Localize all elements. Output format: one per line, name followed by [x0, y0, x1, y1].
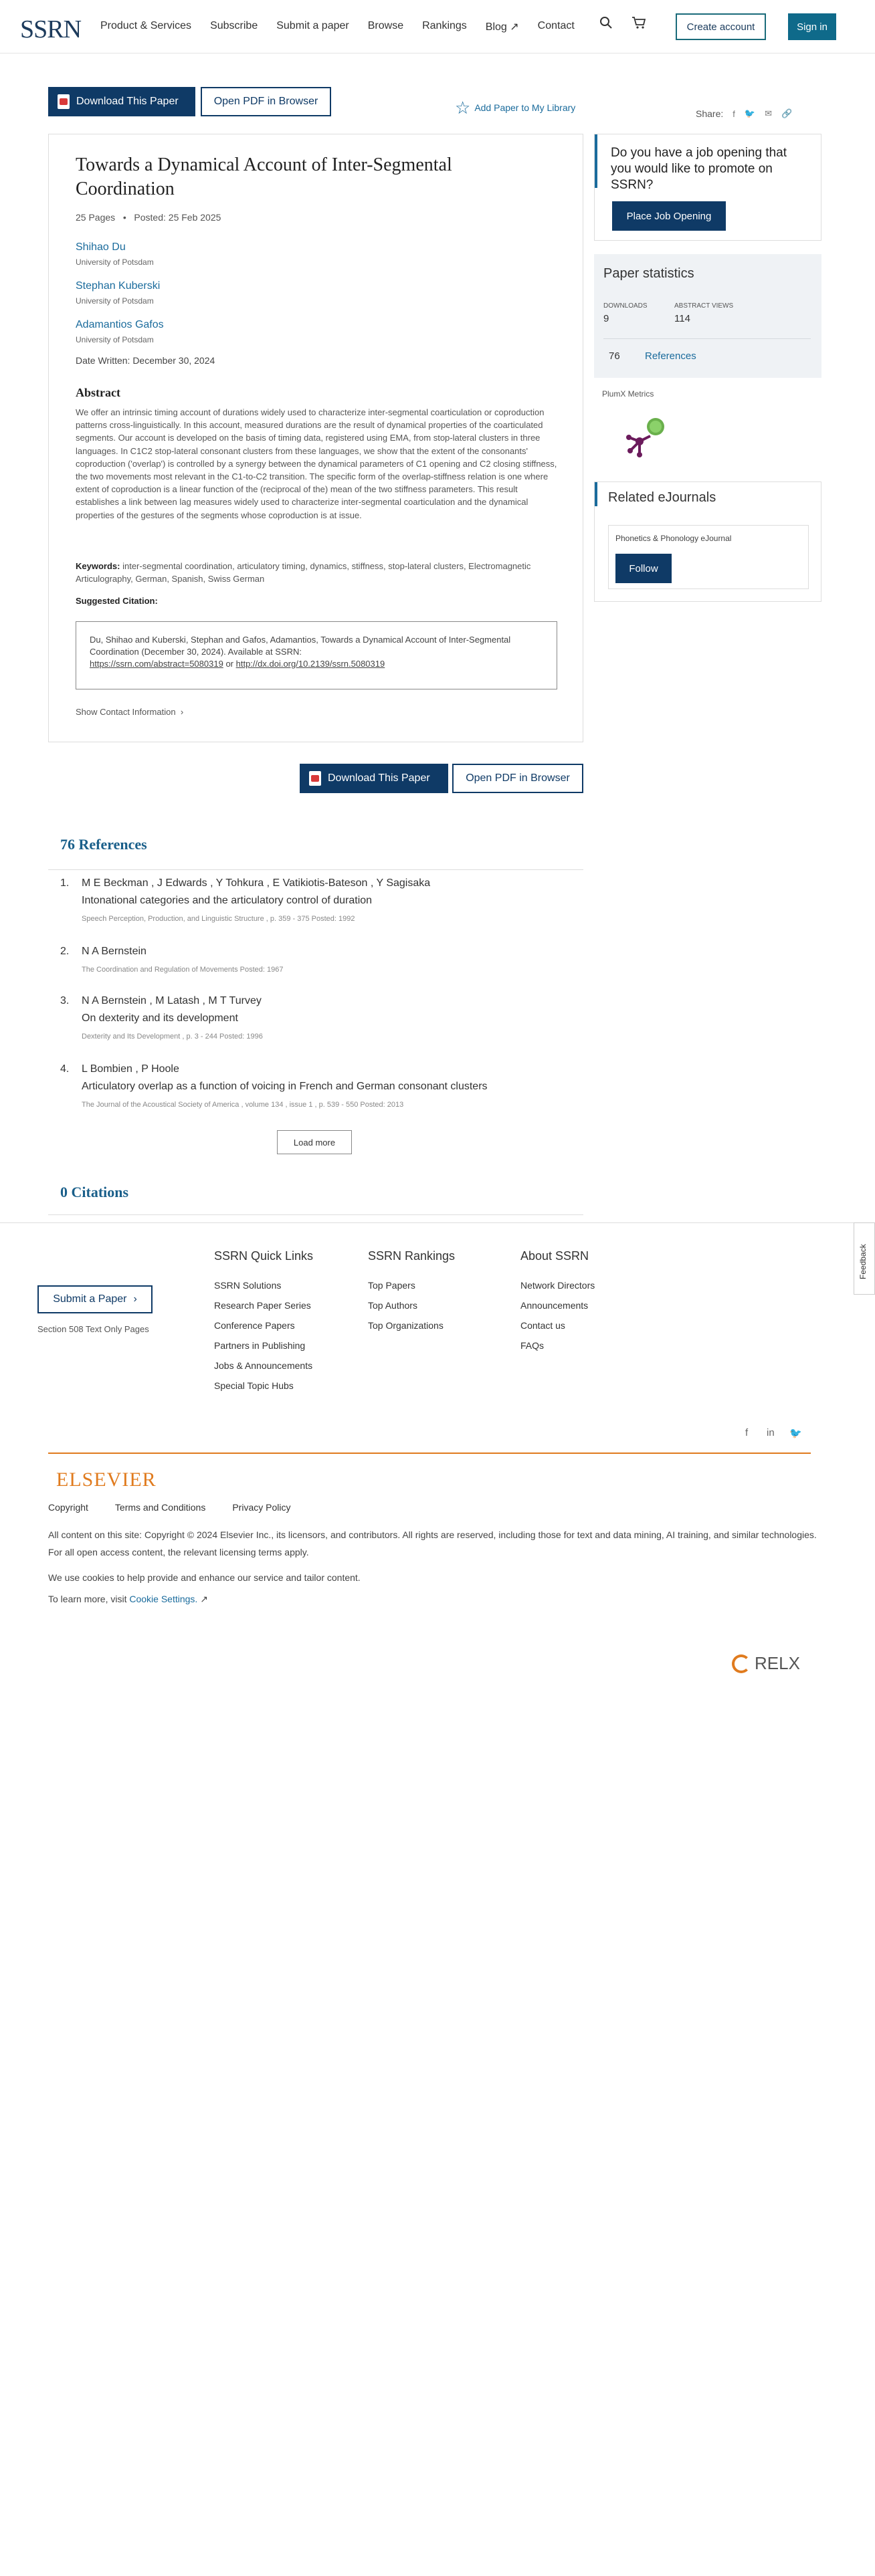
- cookie-notice: We use cookies to help provide and enhance our service and tailor content.: [48, 1572, 361, 1583]
- footer-link[interactable]: Partners in Publishing: [214, 1340, 306, 1351]
- author-affiliation: University of Potsdam: [76, 296, 154, 306]
- ejournal-name[interactable]: Phonetics & Phonology eJournal: [615, 534, 732, 543]
- divider: [48, 869, 583, 870]
- paper-card: [48, 134, 583, 742]
- top-navbar: [0, 0, 875, 53]
- terms-link[interactable]: Terms and Conditions: [114, 1502, 206, 1513]
- reference-number: 4.: [60, 1063, 70, 1075]
- promo-accent-bar: [595, 134, 597, 188]
- learn-more-line: [48, 1590, 817, 1608]
- references-heading: 76 References: [60, 836, 147, 853]
- open-pdf-button[interactable]: Open PDF in Browser: [201, 87, 331, 116]
- keywords: [76, 560, 557, 585]
- reference-authors: N A Bernstein: [82, 946, 147, 957]
- reference-authors: L Bombien , P Hoole: [82, 1063, 179, 1075]
- show-contact-link[interactable]: [76, 707, 183, 717]
- privacy-link[interactable]: Privacy Policy: [232, 1502, 291, 1513]
- footer-link[interactable]: Research Paper Series: [214, 1300, 311, 1311]
- star-icon: ☆: [455, 98, 471, 118]
- plumx-icon[interactable]: [621, 415, 668, 461]
- abstract-text: We offer an intrinsic timing account of durations widely used to characterize inter-segmental coarticulation or coproduction patterns cross-linguistically. In this account, measured durations are the result of dynamical properties of the coarticulated segments. Our account is developed on the basis of timing data, registered using EMA, from stop-lateral clusters in three languages. In C1C2 stop-lateral consonant clusters from these languages, we show that the extent of the consonants' coproduction ('overlap') is controlled by a synergy between the dynamical parameters of C1 opening and C2 closing stiffness, the two movements most relevant in the C1-to-C2 transition. The specific form of the overlap-stiffness relation is one where extent of coproduction is a linear function of the (reciprocal of the) mean of the two stiffness parameters. This result establishes a link between lag measures widely used to characterize inter-segmental coarticulation and the dynamical properties of the gestures of the segments whose coproduction is at issue.: [76, 407, 557, 520]
- footer-link[interactable]: Contact us: [520, 1320, 565, 1331]
- share-label: Share:: [696, 108, 724, 119]
- external-link-icon: ↗: [200, 1594, 208, 1604]
- ssrn-logo[interactable]: SSRN: [20, 15, 82, 43]
- download-paper-button[interactable]: [300, 764, 448, 793]
- footer-link[interactable]: Announcements: [520, 1300, 589, 1311]
- submit-label: Submit a Paper: [53, 1293, 127, 1305]
- ejournal-card: [608, 525, 809, 589]
- job-promo-box: [594, 134, 821, 241]
- reference-source: The Coordination and Regulation of Movements Posted: 1967: [82, 966, 284, 974]
- open-pdf-button[interactable]: Open PDF in Browser: [452, 764, 583, 793]
- add-to-library-link[interactable]: [455, 99, 575, 116]
- cookie-settings-link[interactable]: Cookie Settings.: [129, 1594, 198, 1604]
- nav-subscribe[interactable]: Subscribe: [210, 20, 258, 31]
- footer-col-heading: SSRN Quick Links: [214, 1249, 314, 1263]
- learn-more-text: To learn more, visit: [48, 1594, 127, 1604]
- page-count: 25 Pages: [76, 212, 116, 223]
- section-508-link[interactable]: Section 508 Text Only Pages: [37, 1324, 149, 1334]
- ssrn-abstract-link[interactable]: https://ssrn.com/abstract=5080319: [90, 659, 223, 669]
- paper-statistics: [594, 254, 821, 378]
- date-written: Date Written: December 30, 2024: [76, 355, 215, 366]
- feedback-label: Feedback: [858, 1244, 868, 1279]
- elsevier-logo[interactable]: ELSEVIER: [56, 1469, 157, 1491]
- email-icon[interactable]: ✉: [765, 108, 772, 118]
- keywords-text: inter-segmental coordination, articulatory timing, dynamics, stiffness, stop-lateral clusters, Electromagnetic Articulography, German, Spanish, Swiss German: [76, 561, 531, 584]
- footer-link[interactable]: SSRN Solutions: [214, 1280, 282, 1291]
- author-link[interactable]: Shihao Du: [76, 241, 126, 253]
- paper-title: Towards a Dynamical Account of Inter-Segmental Coordination: [76, 154, 452, 199]
- pdf-icon: [58, 94, 70, 109]
- downloads-label: DOWNLOADS: [603, 302, 648, 310]
- downloads-value: 9: [603, 313, 609, 324]
- footer-link[interactable]: Top Authors: [368, 1300, 417, 1311]
- reference-number: 3.: [60, 995, 70, 1006]
- stats-heading: Paper statistics: [603, 266, 694, 281]
- main-nav: [100, 20, 575, 33]
- link-icon[interactable]: 🔗: [781, 108, 793, 118]
- reference-title: Intonational categories and the articulatory control of duration: [82, 895, 373, 906]
- citation-text: Du, Shihao and Kuberski, Stephan and Gafos, Adamantios, Towards a Dynamical Account of Inter-Segmental Coordination (December 30, 2024). Available at SSRN:: [90, 635, 511, 657]
- citation-box: [76, 621, 557, 689]
- citation-or: or: [225, 659, 233, 669]
- author-affiliation: University of Potsdam: [76, 335, 154, 344]
- footer-link[interactable]: Special Topic Hubs: [214, 1380, 294, 1391]
- reference-number: 2.: [60, 946, 70, 957]
- nav-submit-paper[interactable]: Submit a paper: [276, 20, 349, 31]
- footer-link[interactable]: Conference Papers: [214, 1320, 295, 1331]
- related-accent-bar: [595, 482, 597, 506]
- linkedin-icon[interactable]: in: [767, 1427, 775, 1438]
- related-ejournals: [594, 481, 821, 602]
- add-library-label: Add Paper to My Library: [474, 102, 576, 113]
- relx-text: RELX: [755, 1653, 800, 1673]
- show-contact-label: Show Contact Information: [76, 707, 176, 717]
- reference-title: On dexterity and its development: [82, 1012, 238, 1024]
- chevron-right-icon: ›: [133, 1293, 137, 1305]
- load-more-button[interactable]: Load more: [277, 1130, 352, 1154]
- nav-product-services[interactable]: Product & Services: [100, 20, 192, 31]
- nav-rankings[interactable]: Rankings: [422, 20, 467, 31]
- references-link[interactable]: References: [645, 350, 696, 362]
- footer-link[interactable]: FAQs: [520, 1340, 545, 1351]
- author-affiliation: University of Potsdam: [76, 257, 154, 267]
- footer-link[interactable]: Network Directors: [520, 1280, 595, 1291]
- reference-authors: M E Beckman , J Edwards , Y Tohkura , E Vatikiotis-Bateson , Y Sagisaka: [82, 877, 431, 889]
- facebook-icon[interactable]: f: [733, 108, 735, 119]
- references-count: 76: [609, 350, 620, 362]
- footer-legal-links: [48, 1502, 290, 1513]
- doi-link[interactable]: http://dx.doi.org/10.2139/ssrn.5080319: [235, 659, 385, 669]
- nav-browse[interactable]: Browse: [367, 20, 404, 31]
- create-account-button[interactable]: Create account: [676, 13, 766, 40]
- reference-number: 1.: [60, 877, 70, 889]
- search-icon[interactable]: [599, 16, 613, 33]
- suggested-citation-label: Suggested Citation:: [76, 596, 158, 606]
- feedback-tab[interactable]: [854, 1222, 875, 1295]
- divider: [603, 338, 811, 339]
- copyright-text: All content on this site: Copyright © 2024 Elsevier Inc., its licensors, and contributors. All rights are reserved, including those for text and data mining, AI training, and similar technologies. For all open access content, the relevant licensing terms apply.: [48, 1529, 817, 1558]
- views-label: ABSTRACT VIEWS: [674, 302, 734, 310]
- reference-authors: N A Bernstein , M Latash , M T Turvey: [82, 995, 262, 1006]
- footer-col-rankings: [368, 1249, 455, 1335]
- abstract-heading: Abstract: [76, 386, 120, 399]
- author-link[interactable]: Stephan Kuberski: [76, 280, 161, 292]
- follow-button[interactable]: Follow: [615, 554, 672, 583]
- footer-accent-line: [48, 1453, 811, 1454]
- relx-mark-icon: [732, 1654, 751, 1673]
- citations-heading: 0 Citations: [60, 1184, 129, 1200]
- footer-col-quick-links: [214, 1249, 313, 1396]
- twitter-icon[interactable]: 🐦: [789, 1428, 802, 1439]
- related-heading: Related eJournals: [608, 490, 716, 505]
- facebook-icon[interactable]: f: [745, 1427, 749, 1438]
- sign-in-button[interactable]: Sign in: [788, 13, 836, 40]
- footer-divider: [0, 1222, 875, 1223]
- footer-col-heading: About SSRN: [520, 1249, 589, 1263]
- views-value: 114: [674, 313, 690, 324]
- promo-text: Do you have a job opening that you would like to promote on SSRN?: [611, 146, 787, 192]
- reference-source: Speech Perception, Production, and Linguistic Structure , p. 359 - 375 Posted: 1992: [82, 915, 355, 923]
- copyright-link[interactable]: Copyright: [48, 1502, 88, 1513]
- footer-col-about: [520, 1249, 595, 1356]
- footer-link[interactable]: Top Papers: [368, 1280, 415, 1291]
- reference-source: The Journal of the Acoustical Society of America , volume 134 , issue 1 , p. 539 - 550 Posted: 2013: [82, 1101, 404, 1109]
- cart-icon[interactable]: [631, 16, 646, 33]
- nav-blog[interactable]: Blog ↗: [485, 21, 519, 33]
- reference-source: Dexterity and Its Development , p. 3 - 244 Posted: 1996: [82, 1033, 263, 1041]
- nav-contact[interactable]: Contact: [537, 20, 575, 31]
- posted-date: Posted: 25 Feb 2025: [134, 212, 221, 223]
- author-link[interactable]: Adamantios Gafos: [76, 319, 164, 330]
- plumx-label: PlumX Metrics: [602, 389, 654, 399]
- download-paper-button[interactable]: [48, 87, 195, 116]
- download-label: Download This Paper: [328, 772, 430, 784]
- footer-link[interactable]: Top Organizations: [368, 1320, 444, 1331]
- place-job-button[interactable]: Place Job Opening: [612, 201, 726, 231]
- paper-meta: 25 Pages • Posted: 25 Feb 2025: [76, 212, 221, 223]
- twitter-icon[interactable]: 🐦: [744, 108, 756, 118]
- pdf-icon: [309, 771, 321, 786]
- download-label: Download This Paper: [76, 96, 179, 107]
- chevron-right-icon: ›: [178, 707, 184, 717]
- divider: [48, 1214, 583, 1215]
- share-bar: [696, 108, 792, 119]
- keywords-label: Keywords:: [76, 561, 120, 571]
- footer-col-heading: SSRN Rankings: [368, 1249, 456, 1263]
- reference-title: Articulatory overlap as a function of voicing in French and German consonant clusters: [82, 1081, 488, 1092]
- footer-link[interactable]: Jobs & Announcements: [214, 1360, 313, 1371]
- relx-logo[interactable]: [732, 1653, 800, 1674]
- submit-paper-button[interactable]: [37, 1285, 153, 1313]
